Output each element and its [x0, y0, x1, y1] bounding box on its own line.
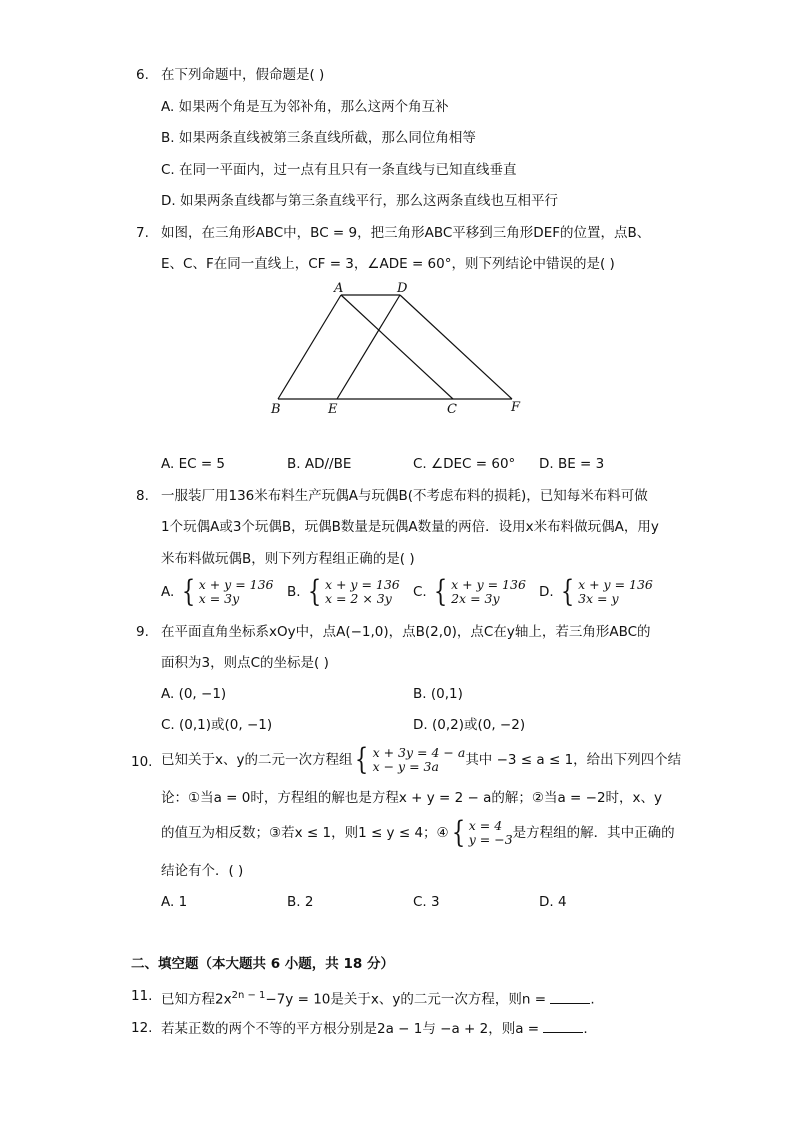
q10-option-c: C. 3: [413, 894, 440, 910]
q6-option-a: A. 如果两个角是互为邻补角，那么这两个角互补: [161, 99, 449, 115]
q8-option-c-label: C.: [413, 584, 427, 600]
q8-option-a-label: A.: [161, 584, 175, 600]
q9-option-c: C. (0,1)或(0, −1): [161, 717, 273, 733]
q11-post: −7y = 10是关于x、y的二元一次方程，则n =: [265, 991, 547, 1008]
q10-option-b: B. 2: [287, 894, 314, 910]
q8-b-eq1: x + y = 136: [324, 577, 400, 592]
q7-option-a: A. EC = 5: [161, 456, 226, 472]
section2-title: 二、填空题（本大题共 6 小题，共 18 分）: [131, 956, 394, 972]
label-e: E: [328, 402, 338, 417]
q11-pre: 已知方程2x: [161, 991, 232, 1008]
q12-number: 12.: [131, 1020, 153, 1036]
q7-number: 7.: [136, 225, 149, 241]
q7-option-c: C. ∠DEC = 60°: [413, 456, 516, 472]
q6-stem: 在下列命题中，假命题是( ): [161, 67, 325, 83]
brace-icon: {: [307, 574, 322, 609]
segment-ac: [341, 295, 453, 399]
q8-option-a: [161, 574, 274, 609]
q7-stem-line1: 如图，在三角形ABC中，BC = 9，把三角形ABC平移到三角形DEF的位置，点B、: [161, 225, 651, 241]
q7-stem-line2: E、C、F在同一直线上，CF = 3，∠ADE = 60°，则下列结论中错误的是( ): [161, 256, 615, 272]
q10-eq2: x − y = 3a: [372, 759, 439, 774]
q7-option-b: B. AD//BE: [287, 456, 352, 472]
brace-icon: {: [433, 574, 448, 609]
q8-c-eq1: x + y = 136: [451, 577, 526, 592]
q9-option-a: A. (0, −1): [161, 686, 227, 702]
q10-stem-line3: [161, 815, 675, 850]
q8-d-eq1: x + y = 136: [578, 577, 653, 592]
q11-exponent: 2n − 1: [231, 990, 266, 1001]
q8-number: 8.: [136, 488, 149, 504]
q8-d-eq2: 3x = y: [578, 591, 619, 606]
q8-stem-line3: 米布料做玩偶B，则下列方程组正确的是( ): [161, 551, 415, 567]
q10-stem1-pre: 已知关于x、y的二元一次方程组: [161, 752, 353, 768]
q10-stem-line2: 论：①当a = 0时，方程组的解也是方程x + y = 2 − a的解；②当a = −2时，x、y: [161, 790, 663, 806]
brace-icon: {: [355, 742, 369, 777]
segment-df: [400, 295, 512, 399]
q8-c-eq2: 2x = 3y: [451, 591, 500, 606]
q6-number: 6.: [136, 67, 149, 83]
q11-stem: [161, 986, 595, 1010]
q10-stem1-post: 其中 −3 ≤ a ≤ 1，给出下列四个结: [465, 752, 682, 768]
q8-option-d-label: D.: [539, 584, 554, 600]
q9-stem-line1: 在平面直角坐标系xOy中，点A(−1,0)，点B(2,0)，点C在y轴上，若三角形ABC的: [161, 624, 651, 640]
q12-text: 若某正数的两个不等的平方根分别是2a − 1与 −a + 2，则a =: [161, 1021, 540, 1037]
q8-stem-line2: 1个玩偶A或3个玩偶B，玩偶B数量是玩偶A数量的两倍．设用x米布料做玩偶A，用y: [161, 519, 659, 535]
q12-stem: [161, 1018, 588, 1039]
q10-eq1: x + 3y = 4 − a: [372, 745, 466, 760]
q11-answer-blank[interactable]: [550, 989, 590, 1004]
q8-option-b-label: B.: [287, 584, 301, 600]
label-d: D: [397, 281, 408, 296]
q12-end: .: [583, 1021, 588, 1037]
label-c: C: [447, 402, 457, 417]
q10-sol1: x = 4: [468, 818, 503, 833]
q10-option-a: A. 1: [161, 894, 188, 910]
q9-stem-line2: 面积为3，则点C的坐标是( ): [161, 655, 329, 671]
q10-option-d: D. 4: [539, 894, 567, 910]
segment-ab: [278, 295, 341, 399]
q10-number: 10.: [131, 754, 153, 770]
q9-option-b: B. (0,1): [413, 686, 463, 702]
q8-a-eq2: x = 3y: [198, 591, 240, 606]
q11-number: 11.: [131, 988, 153, 1004]
q10-stem3-pre: 的值互为相反数；③若x ≤ 1，则1 ≤ y ≤ 4；④: [161, 825, 449, 841]
label-a: A: [334, 281, 344, 296]
q7-option-d: D. BE = 3: [539, 456, 605, 472]
q8-b-eq2: x = 2 × 3y: [324, 591, 392, 606]
q10-sol2: y = −3: [468, 832, 513, 847]
q6-option-b: B. 如果两条直线被第三条直线所截，那么同位角相等: [161, 130, 476, 146]
q10-stem3-post: 是方程组的解．其中正确的: [512, 825, 675, 841]
q10-stem-line1: [161, 742, 682, 777]
brace-icon: {: [181, 574, 195, 609]
q8-a-eq1: x + y = 136: [198, 577, 274, 592]
brace-icon: {: [451, 815, 465, 850]
q8-option-d: [539, 574, 653, 609]
q8-option-b: [287, 574, 400, 609]
q8-option-c: [413, 574, 526, 609]
q6-option-c: C. 在同一平面内，过一点有且只有一条直线与已知直线垂直: [161, 162, 517, 178]
q9-option-d: D. (0,2)或(0, −2): [413, 717, 526, 733]
q12-answer-blank[interactable]: [543, 1018, 583, 1033]
brace-icon: {: [560, 574, 575, 609]
label-f: F: [511, 400, 521, 415]
q11-end: .: [590, 991, 595, 1008]
segment-de: [337, 295, 400, 399]
q10-stem-line4: 结论有个．( ): [161, 863, 244, 879]
q9-number: 9.: [136, 624, 149, 640]
q8-stem-line1: 一服装厂用136米布料生产玩偶A与玩偶B(不考虑布料的损耗)，已知每米布料可做: [161, 488, 648, 504]
label-b: B: [271, 402, 281, 417]
q6-option-d: D. 如果两条直线都与第三条直线平行，那么这两条直线也互相平行: [161, 193, 558, 209]
